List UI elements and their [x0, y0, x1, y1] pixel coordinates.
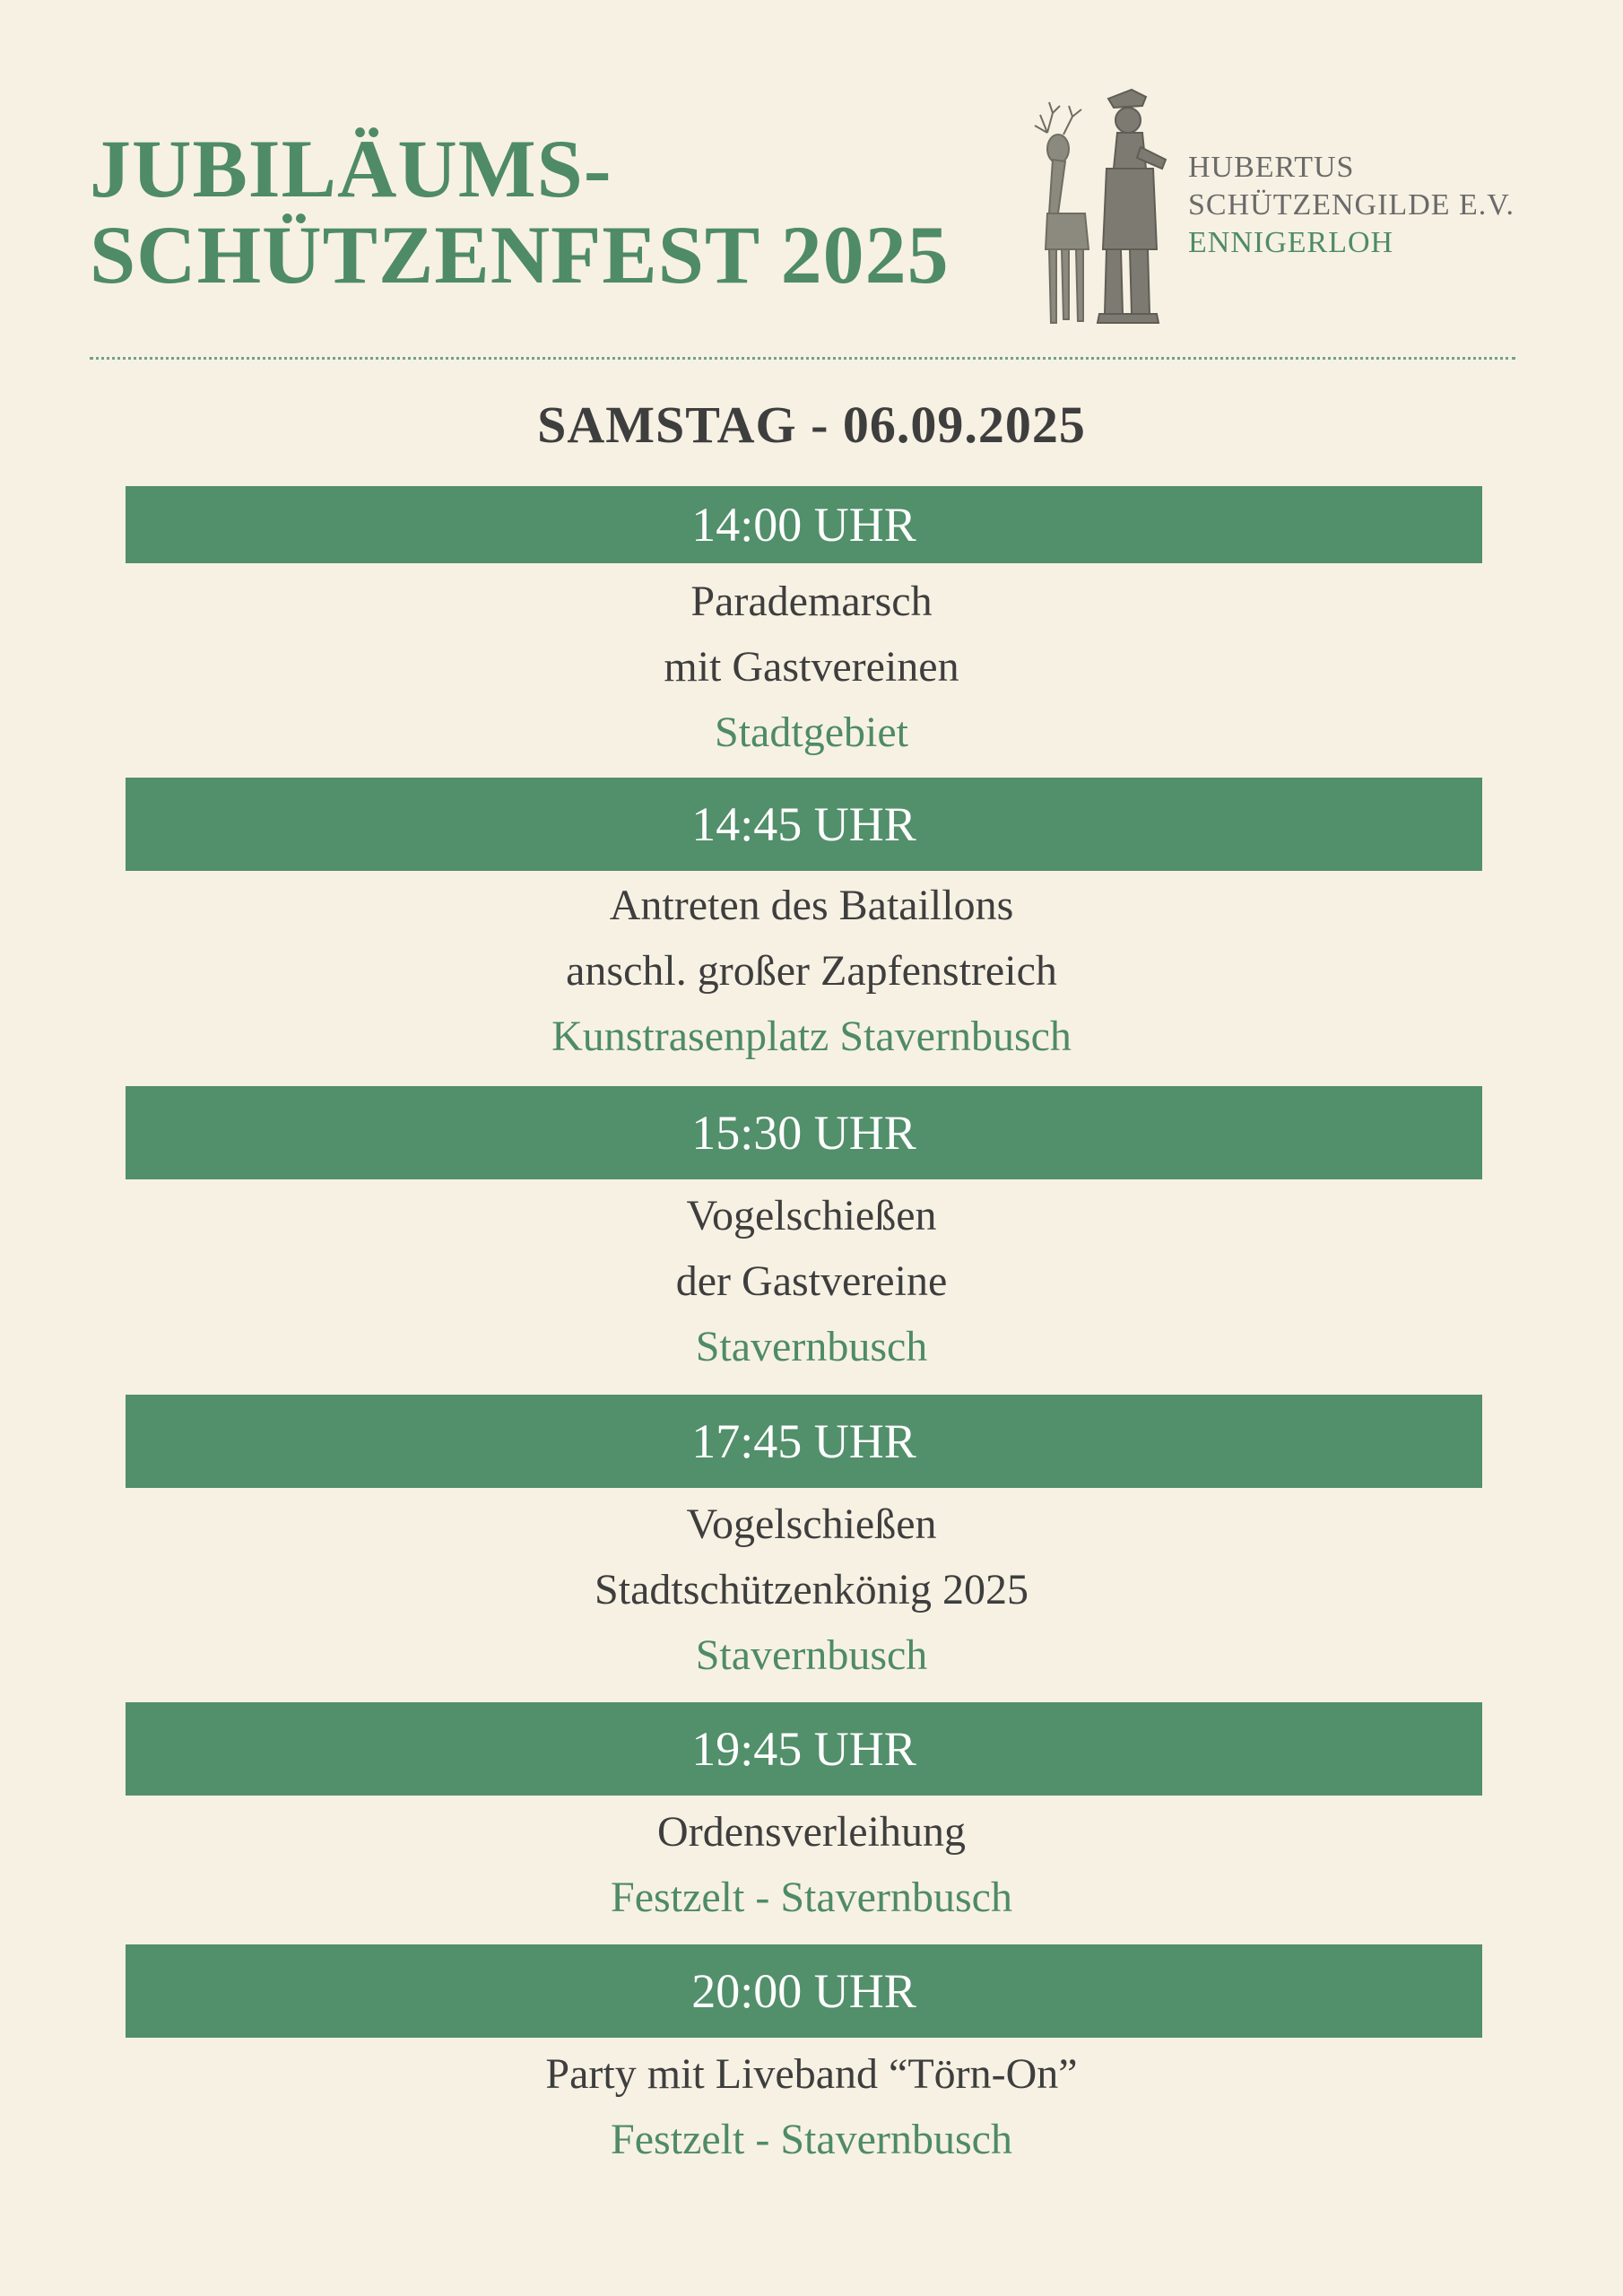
event-location: Kunstrasenplatz Stavernbusch	[551, 1013, 1072, 1060]
event-time-bar: 14:00 UHR	[126, 486, 1482, 563]
event-description-line: Vogelschießen	[686, 1500, 937, 1548]
event-description-line: der Gastvereine	[675, 1257, 948, 1305]
event-time-bar: 14:45 UHR	[126, 778, 1482, 871]
event-time-bar: 19:45 UHR	[126, 1702, 1482, 1796]
event-details	[0, 1183, 1623, 1379]
title-line-2: SCHÜTZENFEST 2025	[90, 209, 950, 300]
club-logo	[1031, 79, 1533, 339]
dotted-divider	[90, 357, 1515, 360]
event-location: Stavernbusch	[695, 1323, 928, 1370]
event-location: Festzelt - Stavernbusch	[611, 1874, 1012, 1921]
logo-line-3: ENNIGERLOH	[1188, 226, 1394, 259]
event-details	[0, 1799, 1623, 1930]
day-heading: SAMSTAG - 06.09.2025	[537, 396, 1086, 454]
event-details	[0, 569, 1623, 765]
event-description-line: mit Gastvereinen	[664, 643, 959, 691]
event-description-line: anschl. großer Zapfenstreich	[566, 947, 1057, 995]
event-description-line: Vogelschießen	[686, 1192, 937, 1239]
event-location: Stadtgebiet	[715, 709, 908, 756]
event-details	[0, 2041, 1623, 2172]
logo-line-1: HUBERTUS	[1188, 151, 1355, 184]
event-description-line: Ordensverleihung	[657, 1808, 966, 1856]
event-description-line: Parademarsch	[690, 578, 933, 625]
logo-line-2: SCHÜTZENGILDE E.V.	[1188, 188, 1515, 222]
page-title	[90, 123, 950, 300]
event-details	[0, 873, 1623, 1069]
event-time-bar: 17:45 UHR	[126, 1395, 1482, 1488]
event-time-bar: 20:00 UHR	[126, 1944, 1482, 2038]
event-description-line: Party mit Liveband “Törn-On”	[545, 2050, 1078, 2098]
event-details	[0, 1492, 1623, 1688]
event-location: Stavernbusch	[695, 1631, 928, 1679]
hunter-with-stag-statue-icon	[1031, 79, 1184, 330]
event-time-bar: 15:30 UHR	[126, 1086, 1482, 1179]
event-description-line: Antreten des Bataillons	[609, 882, 1014, 929]
event-description-line: Stadtschützenkönig 2025	[595, 1566, 1028, 1613]
event-location: Festzelt - Stavernbusch	[611, 2116, 1012, 2163]
title-line-1: JUBILÄUMS-	[90, 123, 612, 214]
logo-text	[1188, 149, 1515, 262]
